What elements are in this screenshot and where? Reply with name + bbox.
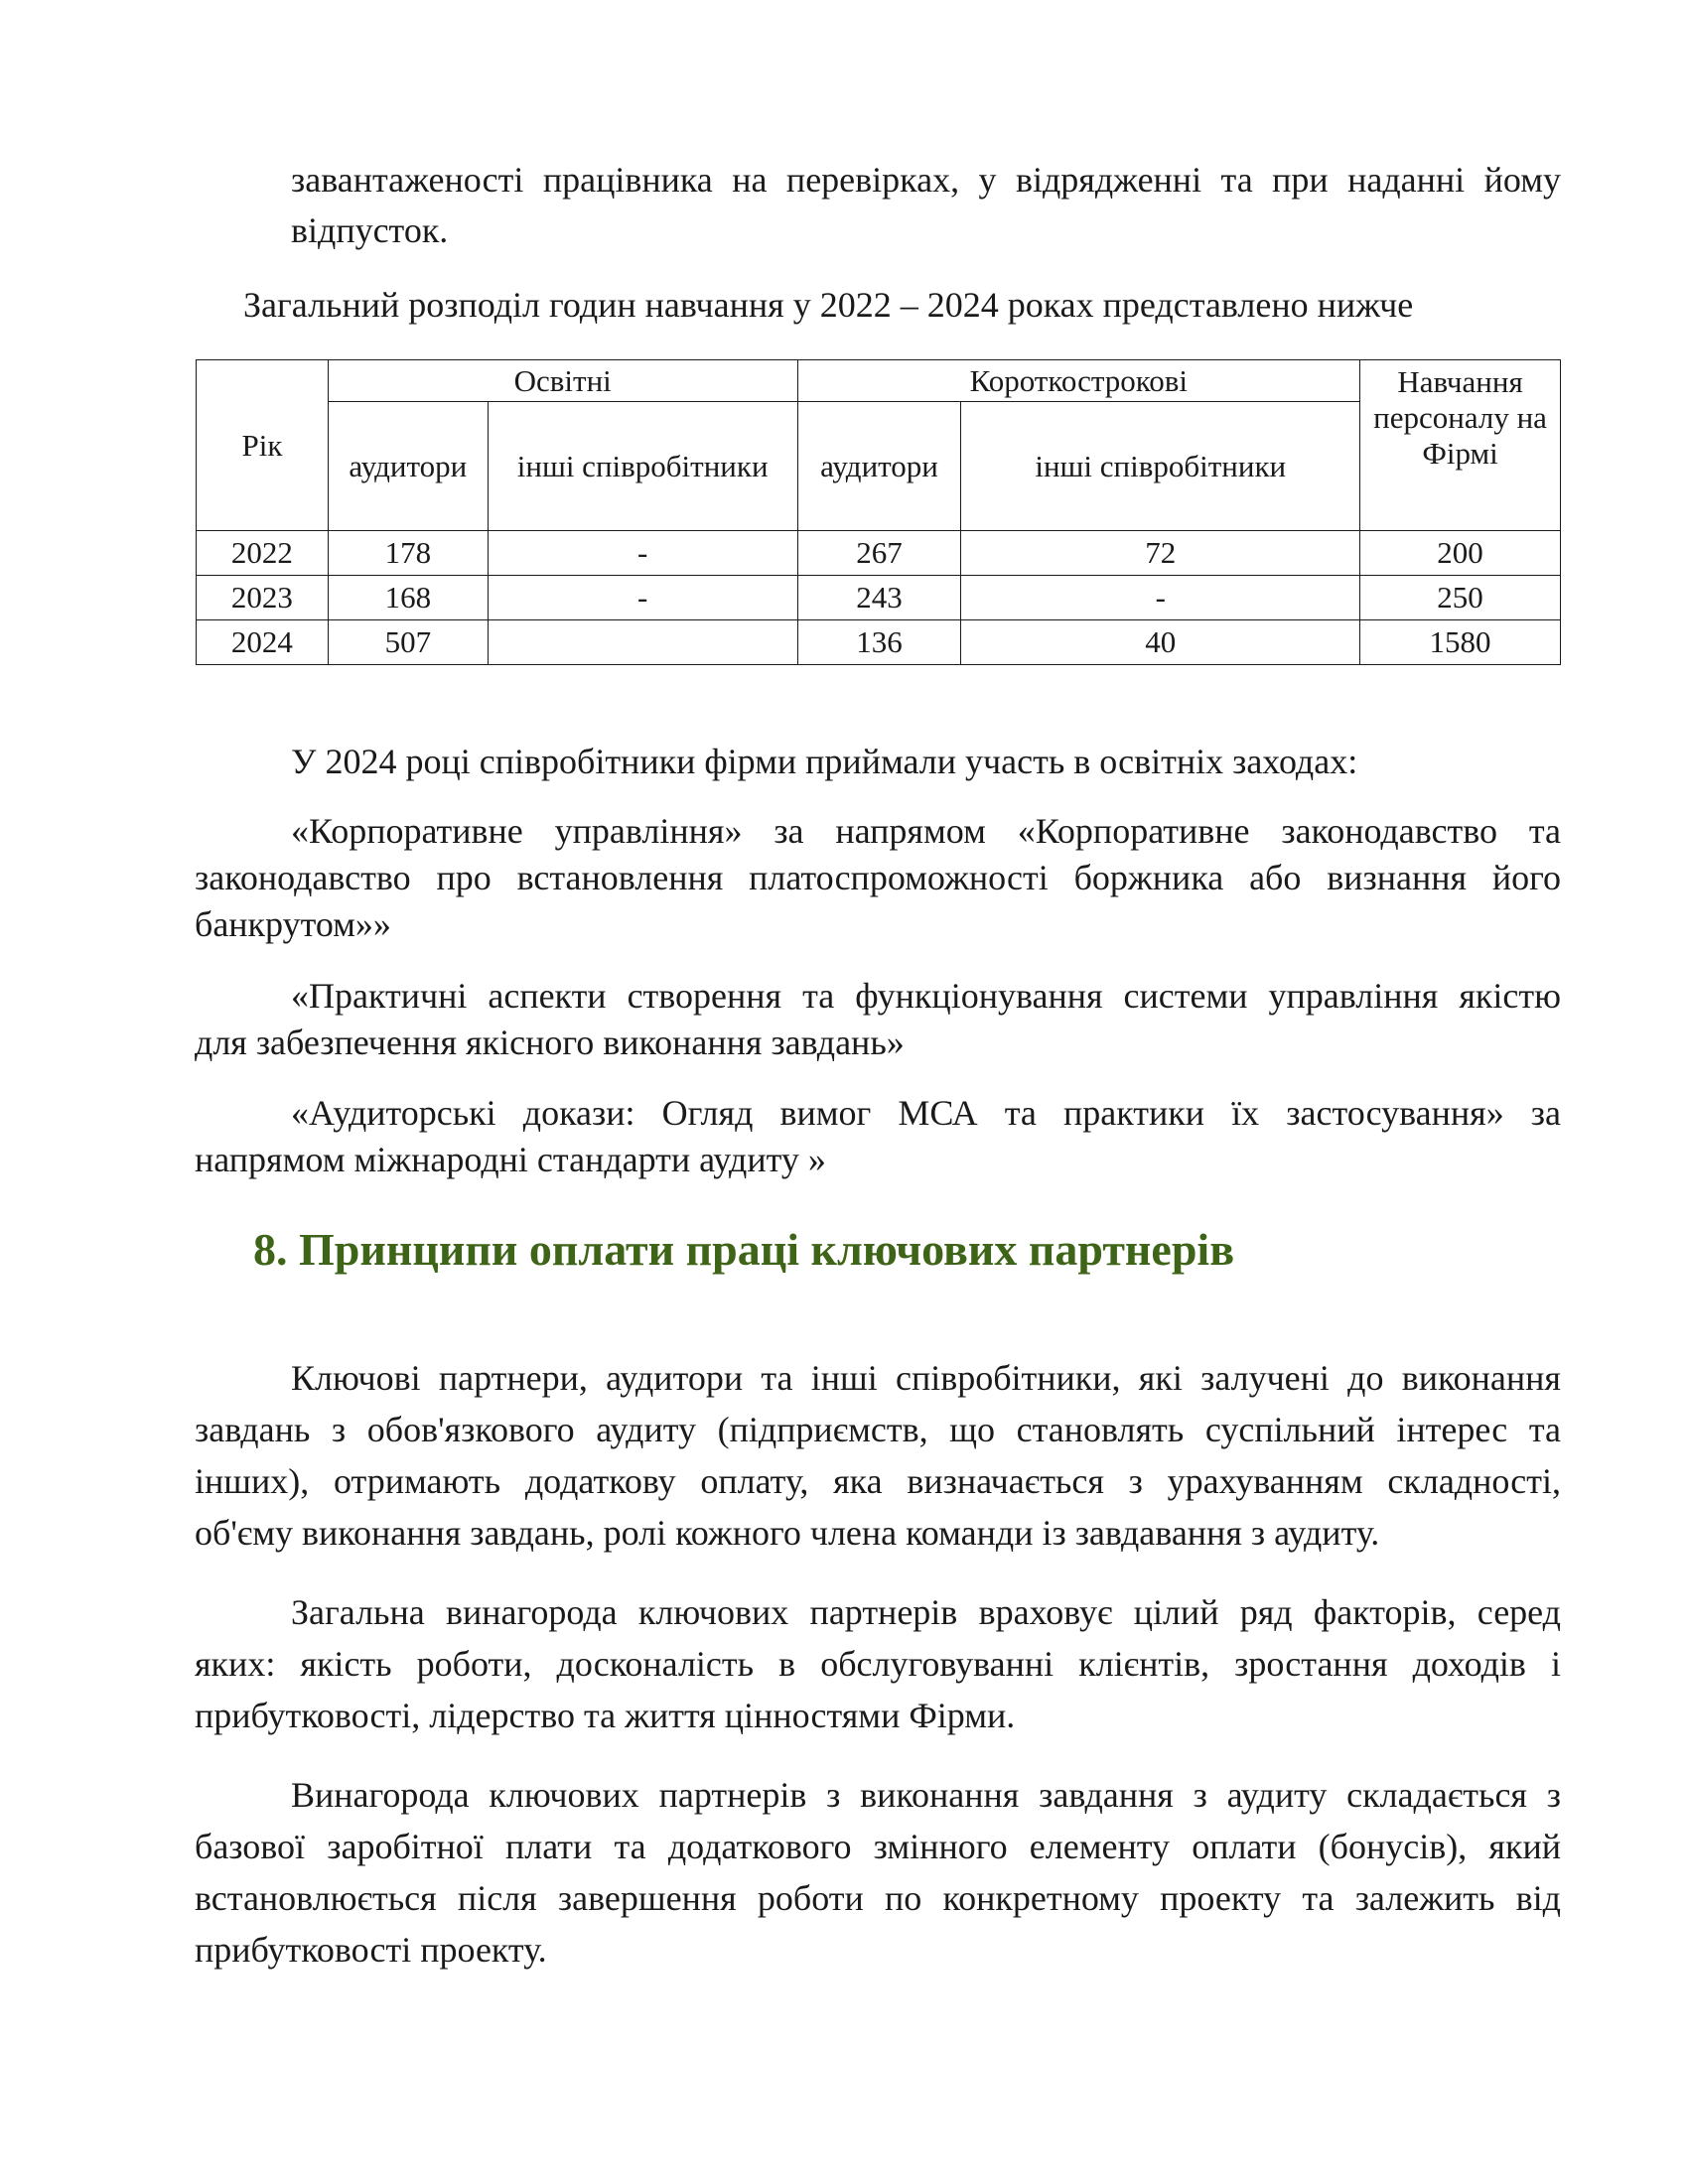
text-line: інших), отримають додаткову оплату, яка визначається з урахуванням складності,: [195, 1461, 1561, 1501]
header-educational: Освітні: [328, 360, 797, 402]
table-row: [197, 531, 1561, 576]
subheader-short-other-staff: інші співробітники: [961, 402, 1360, 531]
text-line: «Аудиторські докази: Огляд вимог МСА та практики їх застосування» за: [291, 1093, 1561, 1133]
cell-edu-auditors: 168: [328, 576, 488, 620]
cell-short-auditors: 136: [797, 620, 961, 665]
text-line: Винагорода ключових партнерів з виконання завдання з аудиту складається з: [291, 1775, 1561, 1815]
cell-short-other: 40: [961, 620, 1360, 665]
text-line: об'єму виконання завдань, ролі кожного члена команди із завдавання з аудиту.: [195, 1513, 1380, 1553]
text-line: напрямом міжнародні стандарти аудиту »: [195, 1140, 826, 1179]
intro-paragraph-continuation: [291, 155, 1561, 256]
section8-paragraph-3: [195, 1769, 1561, 1976]
cell-short-auditors: 267: [797, 531, 961, 576]
table-header-row: [197, 360, 1561, 402]
text-line: завдань з обов'язкового аудиту (підприємств, що становлять суспільний інтерес та: [195, 1410, 1561, 1449]
text-line: законодавство про встановлення платоспроможності боржника або визнання його: [195, 858, 1561, 897]
cell-edu-auditors: 507: [328, 620, 488, 665]
text-line: прибутковості проекту.: [195, 1930, 547, 1970]
training-hours-table: [196, 359, 1561, 665]
text-line: для забезпечення якісного виконання завдань»: [195, 1023, 905, 1062]
table-caption: Загальний розподіл годин навчання у 2022 – 2024 роках представлено нижче: [243, 285, 1414, 325]
section8-paragraph-1: [195, 1352, 1561, 1559]
text-line: відпусток.: [291, 210, 449, 250]
cell-year: 2024: [197, 620, 329, 665]
text-line: базової заробітної плати та додаткового змінного елементу оплати (бонусів), який: [195, 1827, 1561, 1866]
cell-staff-training: 250: [1360, 576, 1561, 620]
text-line: Загальна винагорода ключових партнерів враховує цілий ряд факторів, серед: [291, 1592, 1561, 1632]
event-item-corporate-governance: [195, 808, 1561, 948]
cell-edu-other: [488, 620, 797, 665]
subheader-short-auditors: аудитори: [797, 402, 961, 531]
text-line: банкрутом»»: [195, 904, 391, 944]
text-line: завантаженості працівника на перевірках, у відрядженні та при наданні йому: [291, 160, 1561, 200]
cell-edu-auditors: 178: [328, 531, 488, 576]
text-line: «Практичні аспекти створення та функціонування системи управління якістю: [291, 976, 1561, 1016]
table-subheader-row: [197, 402, 1561, 531]
cell-edu-other: -: [488, 576, 797, 620]
cell-year: 2023: [197, 576, 329, 620]
cell-short-auditors: 243: [797, 576, 961, 620]
cell-year: 2022: [197, 531, 329, 576]
cell-staff-training: 1580: [1360, 620, 1561, 665]
cell-short-other: -: [961, 576, 1360, 620]
text-line: прибутковості, лідерство та життя цінностями Фірми.: [195, 1696, 1016, 1735]
subheader-edu-other-staff: інші співробітники: [488, 402, 797, 531]
cell-staff-training: 200: [1360, 531, 1561, 576]
events-intro-paragraph: У 2024 році співробітники фірми приймали участь в освітніх заходах:: [291, 742, 1358, 781]
header-staff-training: Навчання персоналу на Фірмі: [1360, 360, 1561, 531]
subheader-edu-auditors: аудитори: [328, 402, 488, 531]
header-year: Рік: [197, 360, 329, 531]
cell-short-other: 72: [961, 531, 1360, 576]
header-short-term: Короткострокові: [797, 360, 1360, 402]
event-item-quality-management: [195, 973, 1561, 1066]
text-line: яких: якість роботи, досконалість в обслуговуванні клієнтів, зростання доходів і: [195, 1644, 1561, 1684]
table-row: [197, 620, 1561, 665]
text-line: Ключові партнери, аудитори та інші співробітники, які залучені до виконання: [291, 1358, 1561, 1398]
section8-paragraph-2: [195, 1586, 1561, 1741]
text-line: «Корпоративне управління» за напрямом «Корпоративне законодавство та: [291, 811, 1561, 851]
section-heading: 8. Принципи оплати праці ключових партнерів: [253, 1224, 1235, 1275]
text-line: встановлюється після завершення роботи по конкретному проекту та залежить від: [195, 1878, 1561, 1918]
table-row: [197, 576, 1561, 620]
event-item-audit-evidence: [195, 1090, 1561, 1183]
cell-edu-other: -: [488, 531, 797, 576]
